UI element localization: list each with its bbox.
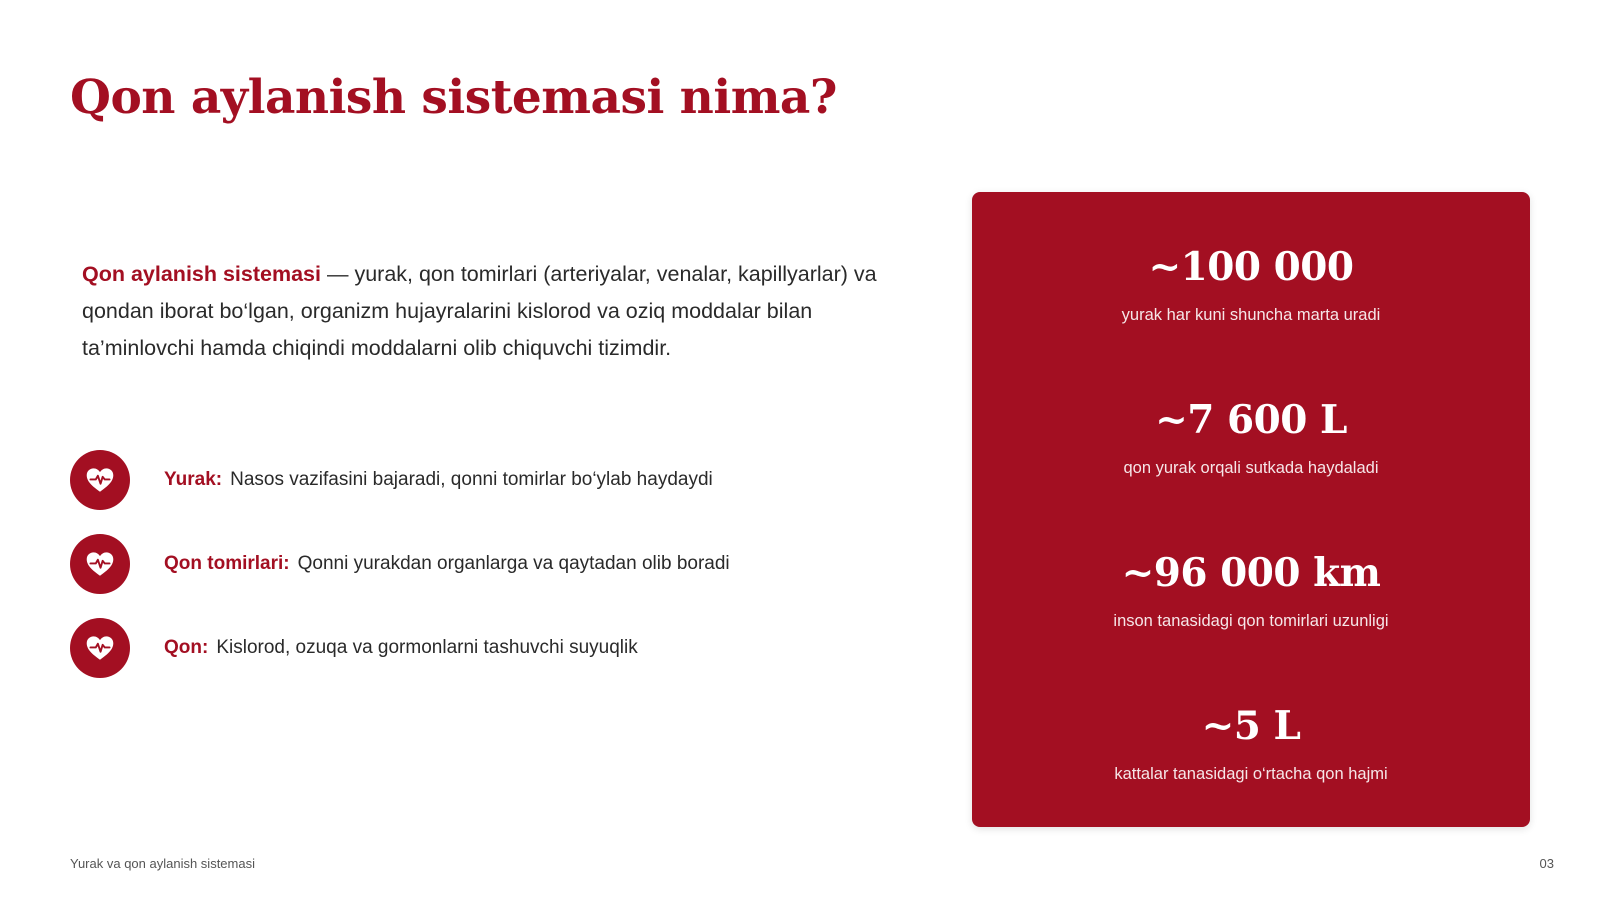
- stat-value: ~5 L: [1201, 703, 1301, 749]
- heart-pulse-icon: [70, 450, 130, 510]
- feature-text: [164, 637, 638, 659]
- heart-pulse-icon: [70, 618, 130, 678]
- feature-item-yurak: [70, 450, 890, 510]
- feature-description: Kislorod, ozuqa va gormonlarni tashuvchi suyuqlik: [216, 637, 638, 658]
- feature-label: Qon:: [164, 637, 209, 658]
- stat-value: ~7 600 L: [1155, 397, 1347, 443]
- feature-label: Qon tomirlari:: [164, 553, 290, 574]
- footer-presentation-title: Yurak va qon aylanish sistemasi: [70, 856, 255, 871]
- feature-item-qon: [70, 618, 890, 678]
- intro-text: — yurak, qon tomirlari (arteriyalar, venalar, kapillyarlar) va qondan iborat bo‘lgan, organizm hujayralarini kislorod va oziq moddalar bilan ta’minlovchi hamda chiqindi moddalarni olib chiquvchi tizimdir.: [82, 262, 877, 360]
- stat-description: kattalar tanasidagi o‘rtacha qon hajmi: [1114, 765, 1388, 783]
- feature-label: Yurak:: [164, 469, 223, 490]
- feature-description: Nasos vazifasini bajaradi, qonni tomirlar bo‘ylab haydaydi: [230, 469, 713, 490]
- stat-value: ~96 000 km: [1121, 550, 1381, 596]
- stat-description: qon yurak orqali sutkada haydaladi: [1123, 459, 1379, 477]
- stat-blood-volume: [972, 703, 1530, 785]
- feature-item-qon-tomirlari: [70, 534, 890, 594]
- stat-heartbeats: [972, 244, 1530, 326]
- page-title: Qon aylanish sistemasi nima?: [70, 70, 837, 125]
- intro-term: Qon aylanish sistemasi: [82, 262, 321, 286]
- feature-description: Qonni yurakdan organlarga va qaytadan olib boradi: [297, 553, 730, 574]
- stat-value: ~100 000: [1148, 244, 1354, 290]
- page-number: 03: [1539, 856, 1554, 871]
- stats-panel: [972, 192, 1530, 827]
- feature-text: [164, 469, 713, 491]
- feature-text: [164, 553, 730, 575]
- intro-paragraph: [82, 256, 902, 367]
- stat-description: inson tanasidagi qon tomirlari uzunligi: [1113, 612, 1389, 630]
- stat-vessel-length: [972, 550, 1530, 632]
- stat-blood-pumped: [972, 397, 1530, 479]
- stat-description: yurak har kuni shuncha marta uradi: [1121, 306, 1381, 324]
- heart-pulse-icon: [70, 534, 130, 594]
